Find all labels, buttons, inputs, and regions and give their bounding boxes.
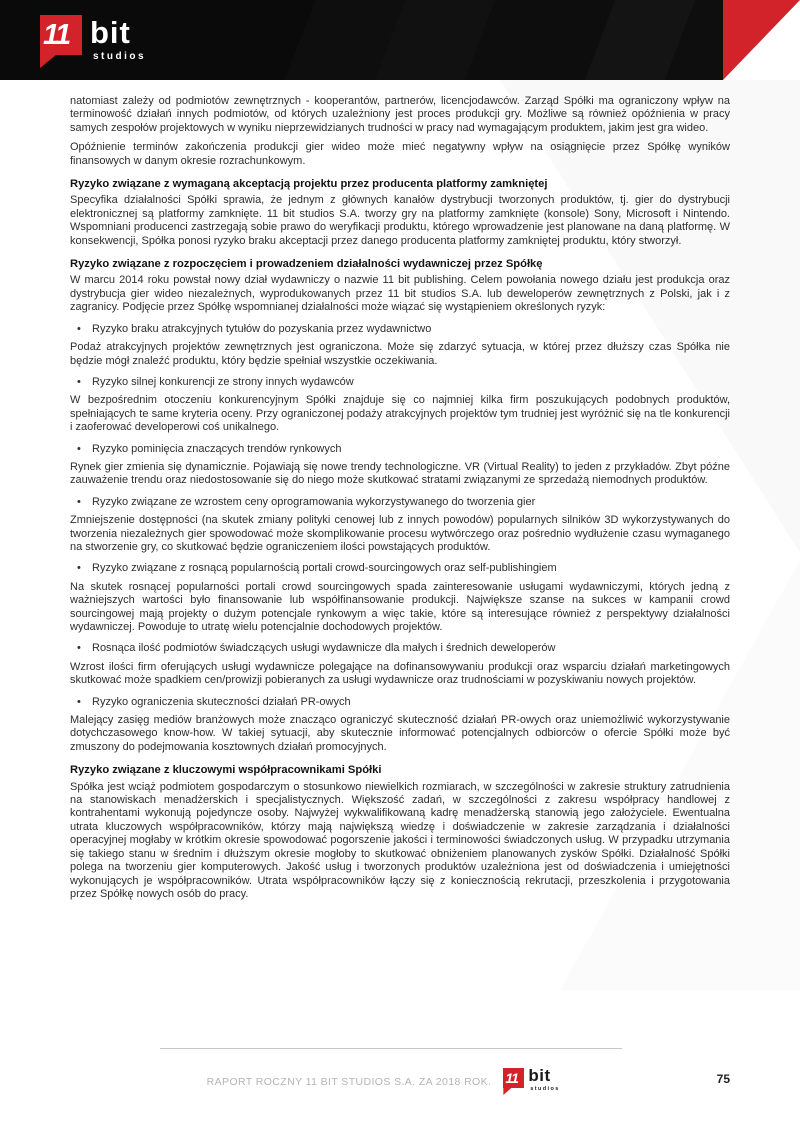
footer-report-title: RAPORT ROCZNY 11 BIT STUDIOS S.A. ZA 2018 ROK.: [206, 1076, 492, 1088]
paragraph: Malejący zasięg mediów branżowych może znacząco ograniczyć skuteczność działań PR-owych oraz uniemożliwić wykorzystywanie dotychczasowego know-how. W takiej sytuacji, aby skutecznie informować potencjalnych odbiorców o ofercie Spółki może być zmuszony do podejmowania kosztownych działań promocyjnych.: [70, 714, 730, 753]
paragraph: Specyfika działalności Spółki sprawia, że jednym z głównych kanałów dystrybucji tworzonych produktów, tj. gier do dystrybucji elektronicznej są platformy zamknięte. 11 bit studios S.A. tworzy gry na platformy zamknięte (konsole) Sony, Microsoft i Nintendo. Wspomniani producenci zastrzegają sobie prawo do weryfikacji produktu, którego wprowadzenie jest planowane na daną platformę. W konsekwencji, Spółka ponosi ryzyko braku akceptacji przez danego producenta platformy zamkniętej produktu, który stworzył.: [70, 194, 730, 247]
header-black-band: [0, 0, 723, 80]
bullet-icon: •: [77, 442, 81, 455]
bullet-item: [70, 562, 730, 575]
bullet-item-text: Ryzyko związane z rosnącą popularnością portali crowd-sourcingowych oraz self-publishingiem: [92, 562, 557, 575]
paragraph: Na skutek rosnącej popularności portali crowd sourcingowych spada zainteresowanie usługami wydawniczymi, których jedną z ważniejszych wartości było finansowanie lub współfinansowanie produkcji. Największe szanse na sukces w kampanii crowd sourcingowej mają projekty o dużym potencjale rynkowym a więc takie, które są interesujące również z perspektywy działalności wydawniczej. Powoduje to utratę wielu potencjalnie dochodowych projektów.: [70, 580, 730, 633]
footer-logo-red-tail-icon: [503, 1088, 511, 1095]
bullet-icon: •: [77, 562, 81, 575]
paragraph: W marcu 2014 roku powstał nowy dział wydawniczy o nazwie 11 bit publishing. Celem powołania nowego działu jest produkcja oraz dystrybucja gier wideo niezależnych, wyprodukowanych przez 11 bit studios S.A. lub deweloperów zewnętrznych z Polski, jak i z zagranicy. Podjęcie przez Spółkę wspomnianej działalności może wiązać się wystąpieniem określonych ryzyk:: [70, 274, 730, 314]
logo-studios-text: studios: [93, 51, 147, 62]
paragraph: W bezpośrednim otoczeniu konkurencyjnym Spółki znajduje się co najmniej kilka firm poszukujących podobnych produktów, spełniających te same kryteria oceny. Przy ograniczonej podaży atrakcyjnych projektów tym trudniej jest wyróżnić się na tle konkurencji i zaoferować developerowi coś unikalnego.: [70, 394, 730, 434]
bullet-icon: •: [77, 375, 81, 388]
section-heading: Ryzyko związane z wymaganą akceptacją projektu przez producenta platformy zamkniętej: [70, 178, 548, 191]
paragraph: natomiast zależy od podmiotów zewnętrznych - kooperantów, partnerów, licencjodawców. Zarząd Spółki ma ograniczony wpływ na terminowość działań innych podmiotów, od których uzależniony jest proces produkcji gry. Możliwe są również opóźnienia w pracy samych zespołów projektowych w wyniku nieprzewidzianych trudności w pracy nad wymagającym produktem, jakim jest gra wideo.: [70, 95, 730, 134]
bullet-item-text: Ryzyko braku atrakcyjnych tytułów do pozyskania przez wydawnictwo: [92, 322, 432, 335]
bullet-icon: •: [77, 495, 81, 508]
footer-logo-number: 11: [505, 1070, 518, 1086]
paragraph: Spółka jest wciąż podmiotem gospodarczym o stosunkowo niewielkich rozmiarach, w szczególności w zakresie struktury zatrudnienia na stanowiskach menadżerskich i specjalistycznych. Większość zadań, w szczególności z zakresu współpracy handlowej z kontrahentami wykonują pojedyncze osoby. Najwyżej wykwalifikowaną kadrę menadżerską stanowią jego założyciele. Ewentualna utrata kluczowych współpracowników, którzy mają największą wiedzę i doświadczenie w zakresie zarządzania i działalności operacyjnej mogłaby w krótkim okresie spowodować pogorszenie jakości i terminowości świadczonych usług. W przypadku utrzymania się takiego stanu w średnim i dłuższym okresie mogłoby to skutkować obniżeniem planowanych zysków Spółki. Działalność Spółki polega na tworzeniu gier komputerowych. Jakość usług i tworzonych produktów uzależniona jest od doświadczenia i umiejętności wykonujących je współpracowników. Utrata współpracowników łączy się z koniecznością rekrutacji, przeszkolenia i przygotowania przez Spółkę nowych osób do pracy.: [70, 780, 730, 900]
footer-logo-studios-text: studios: [530, 1086, 560, 1092]
bullet-item: [70, 642, 730, 655]
bullet-item: [70, 696, 730, 709]
bullet-icon: •: [77, 642, 81, 655]
footer-logo: [503, 1066, 575, 1098]
bullet-item-text: Ryzyko pominięcia znaczących trendów rynkowych: [92, 442, 342, 455]
paragraph: Opóźnienie terminów zakończenia produkcji gier wideo może mieć negatywny wpływ na osiągnięcie przez Spółkę wyników finansowych w danym okresie rozrachunkowym.: [70, 141, 730, 167]
page-number: 75: [716, 1072, 730, 1086]
bullet-item-text: Ryzyko ograniczenia skuteczności działań PR-owych: [92, 695, 351, 708]
company-logo: [40, 15, 190, 67]
bullet-icon: •: [77, 695, 81, 708]
header-corner-accent: [723, 0, 800, 80]
bullet-item: [70, 496, 730, 509]
bullet-item-text: Rosnąca ilość podmiotów świadczących usługi wydawnicze dla małych i średnich deweloperów: [92, 642, 556, 655]
paragraph: Zmniejszenie dostępności (na skutek zmiany polityki cenowej lub z innych powodów) popularnych silników 3D wykorzystywanych do tworzenia niezależnych gier spowodować może skomplikowanie procesu wytwórczego oraz pośrednio wydłużenie czasu wymaganego na stworzenie gry, co skutkować będzie ograniczeniem ilości powstających produktów.: [70, 514, 730, 553]
section-heading: Ryzyko związane z rozpoczęciem i prowadzeniem działalności wydawniczej przez Spółkę: [70, 258, 543, 271]
page-footer: [160, 1060, 622, 1104]
content-blocks: [70, 95, 730, 907]
section-heading: Ryzyko związane z kluczowymi współpracownikami Spółki: [70, 764, 382, 777]
paragraph: Wzrost ilości firm oferujących usługi wydawnicze polegające na dofinansowywaniu produkcji oraz wsparciu działań marketingowych skutkować może spadkiem cen/prowizji pobieranych za usługi wydawnicze oraz trudnościami w pozyskiwaniu nowych projektów.: [70, 660, 730, 687]
bullet-item: [70, 443, 730, 456]
bullet-item: [70, 376, 730, 389]
logo-bit-text: bit: [90, 15, 131, 50]
footer-divider: [160, 1048, 622, 1049]
logo-number: 11: [43, 19, 70, 51]
bullet-item: [70, 323, 730, 336]
bullet-item-text: Ryzyko silnej konkurencji ze strony innych wydawców: [92, 375, 354, 388]
bullet-item-text: Ryzyko związane ze wzrostem ceny oprogramowania wykorzystywanego do tworzenia gier: [92, 495, 536, 508]
footer-logo-bit-text: bit: [528, 1066, 551, 1085]
logo-red-tail-icon: [40, 55, 56, 68]
paragraph: Rynek gier zmienia się dynamicznie. Pojawiają się nowe trendy technologiczne. VR (Virtual Reality) to jeden z przykładów. Zbyt późne zauważenie trendu oraz niedostosowanie się do niego może skutkować stratami związanymi ze sprzedażą niemodnych produktów.: [70, 460, 730, 487]
header-banner: [0, 0, 800, 80]
bullet-icon: •: [77, 322, 81, 335]
paragraph: Podaż atrakcyjnych projektów zewnętrznych jest ograniczona. Może się zdarzyć sytuacja, w której przez dłuższy czas Spółka nie będzie mógł znaleźć produktu, który będzie spełniał wszystkie oczekiwania.: [70, 341, 730, 367]
